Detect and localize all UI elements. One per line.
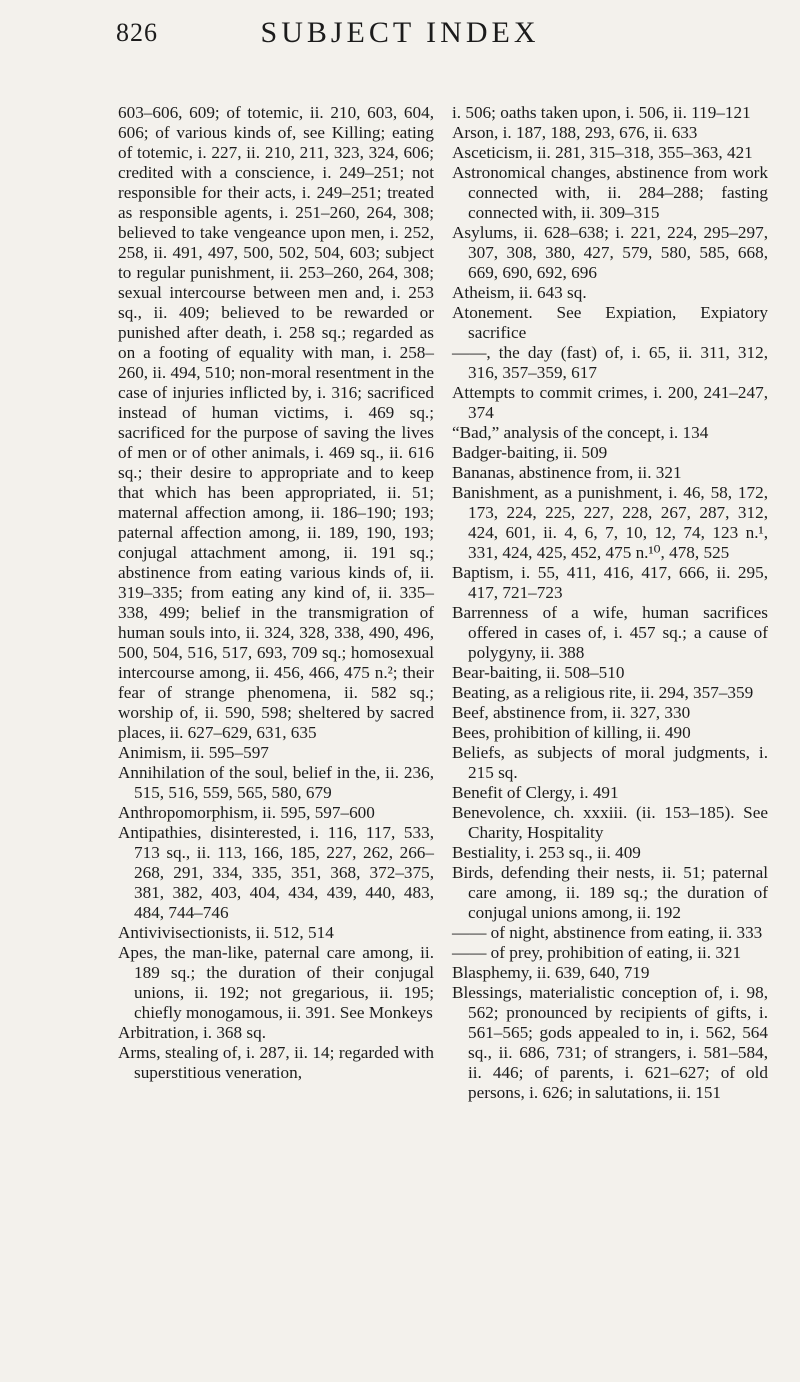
- index-entry: i. 506; oaths taken upon, i. 506, ii. 119–121: [452, 103, 751, 122]
- index-entry: Atheism, ii. 643 sq.: [452, 283, 587, 302]
- index-entry: Arbitration, i. 368 sq.: [118, 1023, 266, 1042]
- index-entry: Arms, stealing of, i. 287, ii. 14; regarded with superstitious veneration,: [118, 1043, 434, 1082]
- index-entry: Anthropomorphism, ii. 595, 597–600: [118, 803, 375, 822]
- index-entry: Animism, ii. 595–597: [118, 743, 269, 762]
- index-entry: Antivivisectionists, ii. 512, 514: [118, 923, 334, 942]
- page-header: [0, 12, 800, 62]
- index-entry: Bear-baiting, ii. 508–510: [452, 663, 625, 682]
- index-entry: Birds, defending their nests, ii. 51; paternal care among, ii. 189 sq.; the duration of conjugal unions among, ii. 192: [452, 863, 768, 922]
- running-head: SUBJECT INDEX: [260, 16, 540, 49]
- index-entry: Apes, the man-like, paternal care among, ii. 189 sq.; the duration of their conjugal unions, ii. 192; not gregarious, ii. 195; chiefly monogamous, ii. 391. See Monkeys: [118, 943, 434, 1022]
- index-column-right: [452, 103, 768, 1103]
- index-entry: Attempts to commit crimes, i. 200, 241–247, 374: [452, 383, 768, 422]
- page-number: 826: [116, 18, 158, 47]
- index-entry: Asylums, ii. 628–638; i. 221, 224, 295–297, 307, 308, 380, 427, 579, 580, 585, 668, 669, 690, 692, 696: [452, 223, 768, 282]
- index-entry: Beliefs, as subjects of moral judgments, i. 215 sq.: [452, 743, 768, 782]
- index-entry: Antipathies, disinterested, i. 116, 117, 533, 713 sq., ii. 113, 166, 185, 227, 262, 266–268, 291, 334, 335, 351, 368, 372–375, 381, 382, 403, 404, 434, 439, 440, 483, 484, 744–746: [118, 823, 434, 922]
- index-entry: Astronomical changes, abstinence from work connected with, ii. 284–288; fasting connected with, ii. 309–315: [452, 163, 768, 222]
- index-entry: Bestiality, i. 253 sq., ii. 409: [452, 843, 641, 862]
- index-entry: Atonement. See Expiation, Expiatory sacrifice: [452, 303, 768, 342]
- index-column-left: [118, 103, 434, 1083]
- index-entry: Beating, as a religious rite, ii. 294, 357–359: [452, 683, 754, 702]
- index-entry: Barrenness of a wife, human sacrifices offered in cases of, i. 457 sq.; a cause of polygyny, ii. 388: [452, 603, 768, 662]
- index-entry: —— of prey, prohibition of eating, ii. 321: [452, 943, 742, 962]
- index-entry: Benefit of Clergy, i. 491: [452, 783, 619, 802]
- index-entry: Bananas, abstinence from, ii. 321: [452, 463, 682, 482]
- index-entry: Blessings, materialistic conception of, i. 98, 562; pronounced by recipients of gifts, i. 561–565; gods appealed to in, i. 562, 564 sq., ii. 686, 731; of strangers, i. 581–584, ii. 446; of parents, i. 621–627; of old persons, i. 626; in salutations, ii. 151: [452, 983, 768, 1102]
- index-entry: Baptism, i. 55, 411, 416, 417, 666, ii. 295, 417, 721–723: [452, 563, 768, 602]
- index-entry: Banishment, as a punishment, i. 46, 58, 172, 173, 224, 225, 227, 228, 267, 287, 312, 424, 601, ii. 4, 6, 7, 10, 12, 74, 123 n.¹, 331, 424, 425, 452, 475 n.¹⁰, 478, 525: [452, 483, 768, 562]
- index-entry: ——, the day (fast) of, i. 65, ii. 311, 312, 316, 357–359, 617: [452, 343, 768, 382]
- index-entry: 603–606, 609; of totemic, ii. 210, 603, 604, 606; of various kinds of, see Killing; eating of totemic, i. 227, ii. 210, 211, 323, 324, 606; credited with a conscience, i. 249–251; not responsible for their acts, i. 249–251; treated as responsible agents, i. 251–260, 264, 308; believed to take vengeance upon men, i. 252, 258, ii. 491, 497, 500, 502, 504, 603; subject to regular punishment, ii. 253–260, 264, 308; sexual intercourse between men and, i. 253 sq., ii. 409; believed to be rewarded or punished after death, i. 258 sq.; regarded as on a footing of equality with man, i. 258–260, ii. 494, 510; non-moral resentment in the case of injuries inflicted by, i. 316; sacrificed instead of human victims, i. 469 sq.; sacrificed for the purpose of saving the lives of men or of other animals, i. 469 sq., ii. 616 sq.; their desire to appropriate and to keep that which has been appropriated, ii. 51; maternal affection among, ii. 186–190; 193; paternal affection among, ii. 189, 190, 193; conjugal attachment among, ii. 191 sq.; abstinence from eating various kinds of, ii. 319–335; from eating any kind of, ii. 335–338, 499; belief in the transmigration of human souls into, ii. 324, 328, 338, 490, 496, 500, 504, 516, 517, 693, 709 sq.; homosexual intercourse among, ii. 456, 466, 475 n.²; their fear of strange phenomena, ii. 582 sq.; worship of, ii. 590, 598; sheltered by sacred places, ii. 627–629, 631, 635: [118, 103, 435, 742]
- index-entry: Badger-baiting, ii. 509: [452, 443, 608, 462]
- index-entry: Annihilation of the soul, belief in the, ii. 236, 515, 516, 559, 565, 580, 679: [118, 763, 434, 802]
- index-entry: Arson, i. 187, 188, 293, 676, ii. 633: [452, 123, 698, 142]
- index-entry: Bees, prohibition of killing, ii. 490: [452, 723, 691, 742]
- index-entry: “Bad,” analysis of the concept, i. 134: [452, 423, 709, 442]
- index-entry: —— of night, abstinence from eating, ii. 333: [452, 923, 763, 942]
- index-entry: Benevolence, ch. xxxiii. (ii. 153–185). See Charity, Hospitality: [452, 803, 768, 842]
- index-entry: Beef, abstinence from, ii. 327, 330: [452, 703, 691, 722]
- index-entry: Asceticism, ii. 281, 315–318, 355–363, 421: [452, 143, 753, 162]
- index-entry: Blasphemy, ii. 639, 640, 719: [452, 963, 650, 982]
